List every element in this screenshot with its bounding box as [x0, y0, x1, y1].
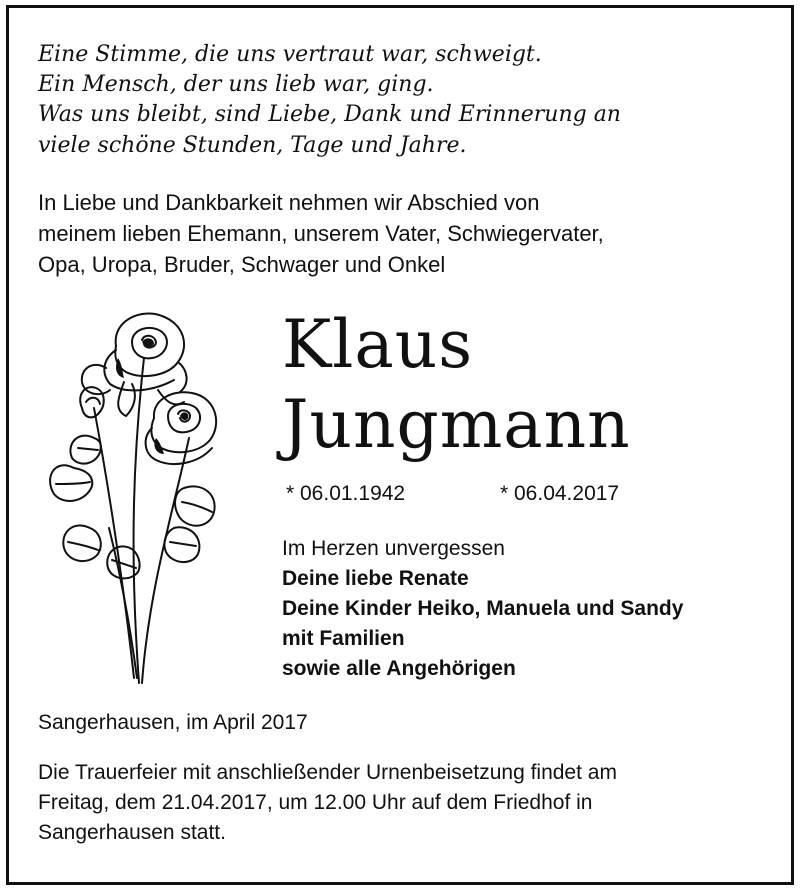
intro-line-1: In Liebe und Dankbarkeit nehmen wir Abschied von	[38, 190, 540, 215]
death-date: * 06.04.2017	[500, 482, 620, 505]
poem-line-2: Ein Mensch, der uns lieb war, ging.	[38, 72, 434, 97]
mourners-heading: Im Herzen unvergessen	[282, 537, 505, 560]
poem-line-1: Eine Stimme, die uns vertraut war, schweigt.	[38, 42, 542, 67]
deceased-last-name: Jungmann	[282, 386, 631, 463]
funeral-line-3: Sangerhausen statt.	[38, 821, 226, 844]
funeral-line-2: Freitag, dem 21.04.2017, um 12.00 Uhr auf dem Friedhof in	[38, 791, 593, 814]
mourner-line-2: Deine Kinder Heiko, Manuela und Sandy	[282, 597, 684, 620]
funeral-line-1: Die Trauerfeier mit anschließender Urnenbeisetzung findet am	[38, 761, 617, 784]
intro-line-3: Opa, Uropa, Bruder, Schwager und Onkel	[38, 252, 446, 277]
birth-date: * 06.01.1942	[286, 482, 406, 505]
poem-line-3: Was uns bleibt, sind Liebe, Dank und Erinnerung an	[38, 102, 621, 127]
mourner-line-4: sowie alle Angehörigen	[282, 657, 516, 680]
place-date: Sangerhausen, im April 2017	[38, 711, 308, 734]
mourner-line-1: Deine liebe Renate	[282, 567, 469, 590]
deceased-first-name: Klaus	[282, 306, 474, 383]
intro-line-2: meinem lieben Ehemann, unserem Vater, Schwiegervater,	[38, 221, 604, 246]
poem-line-4: viele schöne Stunden, Tage und Jahre.	[38, 133, 467, 158]
rose-bouquet-icon	[34, 298, 234, 688]
mourner-line-3: mit Familien	[282, 627, 405, 650]
